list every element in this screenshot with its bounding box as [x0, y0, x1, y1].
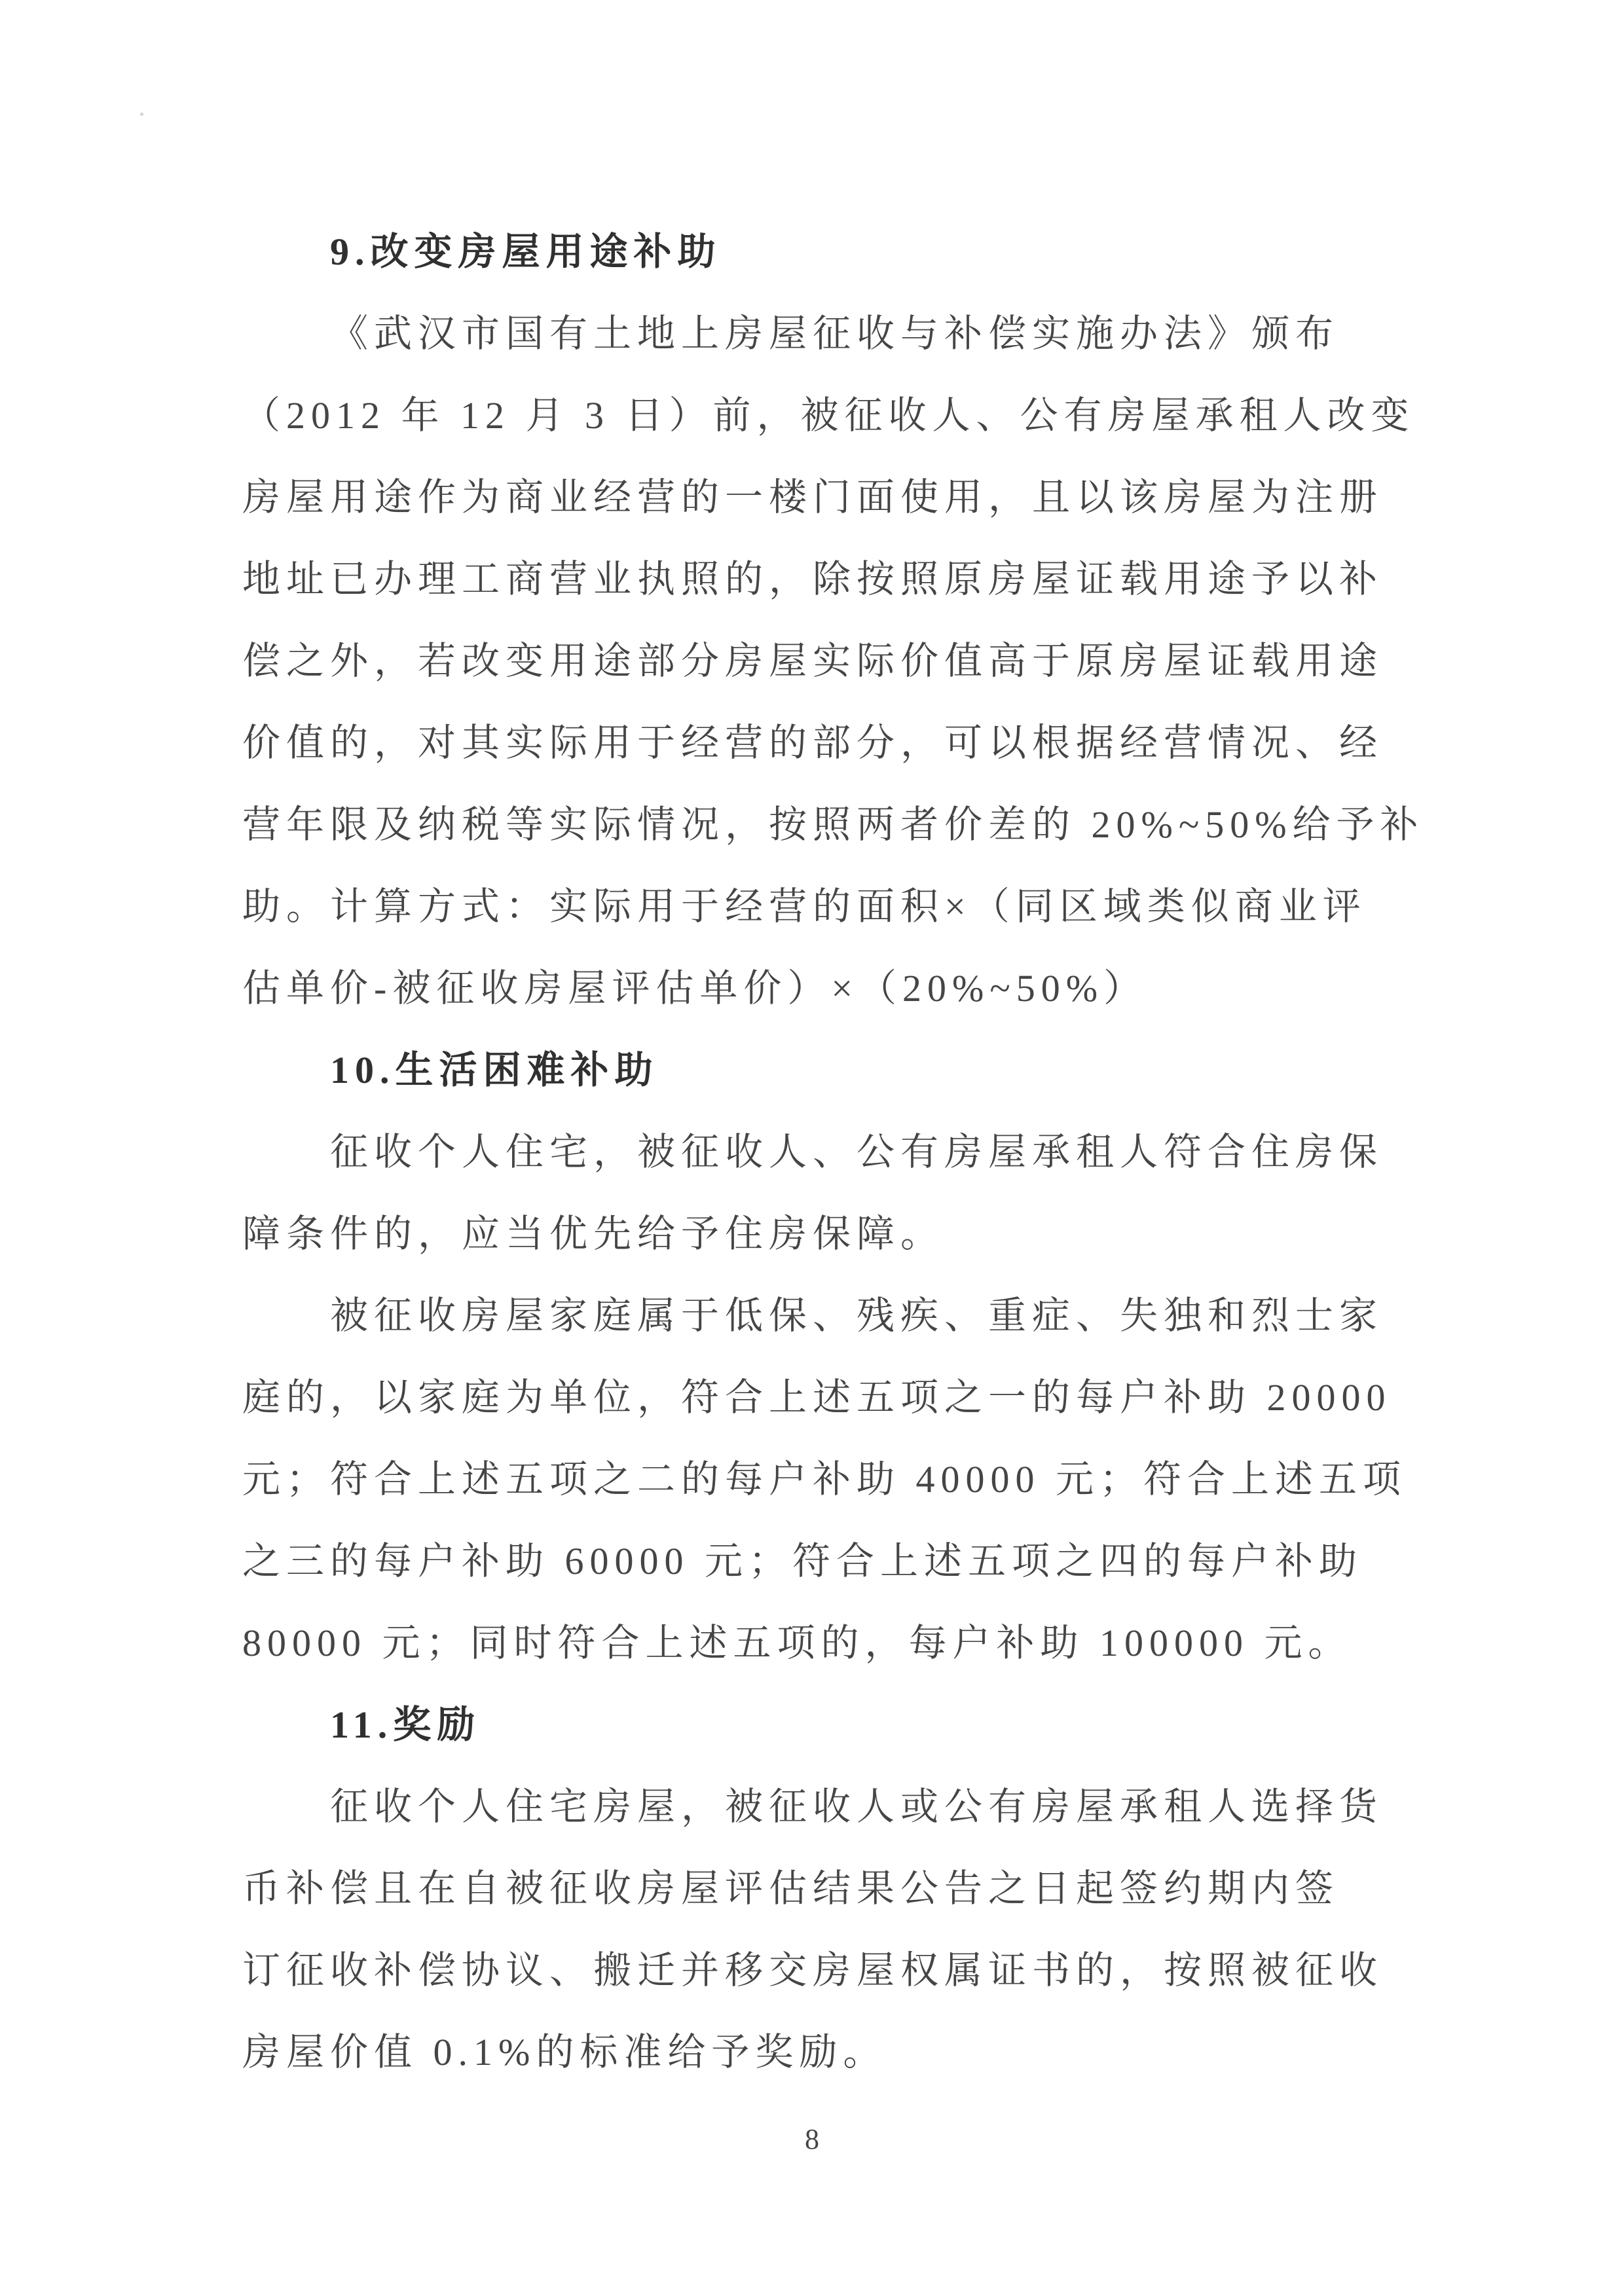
- scan-artifact-speck: [140, 113, 143, 116]
- document-body: [242, 211, 1424, 2093]
- text-line: 房屋价值 0.1%的标准给予奖励。: [242, 2031, 887, 2073]
- text-line: 征收个人住宅，被征收人、公有房屋承租人符合住房保: [330, 1131, 1384, 1173]
- text-line: 9.改变房屋用途补助: [330, 230, 722, 273]
- text-line: 估单价-被征收房屋评估单价）×（20%~50%）: [242, 967, 1148, 1010]
- text-line: 之三的每户补助 60000 元；符合上述五项之四的每户补助: [242, 1540, 1363, 1582]
- text-line: （2012 年 12 月 3 日）前，被征收人、公有房屋承租人改变: [242, 394, 1415, 437]
- text-line: 币补偿且在自被征收房屋评估结果公告之日起签约期内签: [242, 1867, 1340, 1910]
- text-line: 被征收房屋家庭属于低保、残疾、重症、失独和烈士家: [330, 1294, 1384, 1337]
- text-line: 障条件的，应当优先给予住房保障。: [242, 1212, 945, 1255]
- text-line: 庭的，以家庭为单位，符合上述五项之一的每户补助 20000: [242, 1376, 1392, 1419]
- text-line: 偿之外，若改变用途部分房屋实际价值高于原房屋证载用途: [242, 640, 1384, 682]
- text-line: 助。计算方式：实际用于经营的面积×（同区域类似商业评: [242, 885, 1367, 928]
- text-line: 元；符合上述五项之二的每户补助 40000 元；符合上述五项: [242, 1458, 1407, 1501]
- text-line: 《武汉市国有土地上房屋征收与补偿实施办法》颁布: [330, 312, 1340, 355]
- text-line: 订征收补偿协议、搬迁并移交房屋权属证书的，按照被征收: [242, 1949, 1384, 1992]
- text-line: 10.生活困难补助: [330, 1049, 659, 1091]
- page-number: 8: [805, 2123, 819, 2155]
- text-line: 地址已办理工商营业执照的，除按照原房屋证载用途予以补: [242, 558, 1384, 600]
- text-line: 11.奖励: [330, 1704, 481, 1746]
- text-line: 营年限及纳税等实际情况，按照两者价差的 20%~50%给予补: [242, 803, 1424, 846]
- text-line: 80000 元；同时符合上述五项的，每户补助 100000 元。: [242, 1622, 1352, 1664]
- text-line: 价值的，对其实际用于经营的部分，可以根据经营情况、经: [242, 721, 1384, 764]
- text-line: 房屋用途作为商业经营的一楼门面使用，且以该房屋为注册: [242, 476, 1384, 519]
- text-line: 征收个人住宅房屋，被征收人或公有房屋承租人选择货: [330, 1785, 1384, 1828]
